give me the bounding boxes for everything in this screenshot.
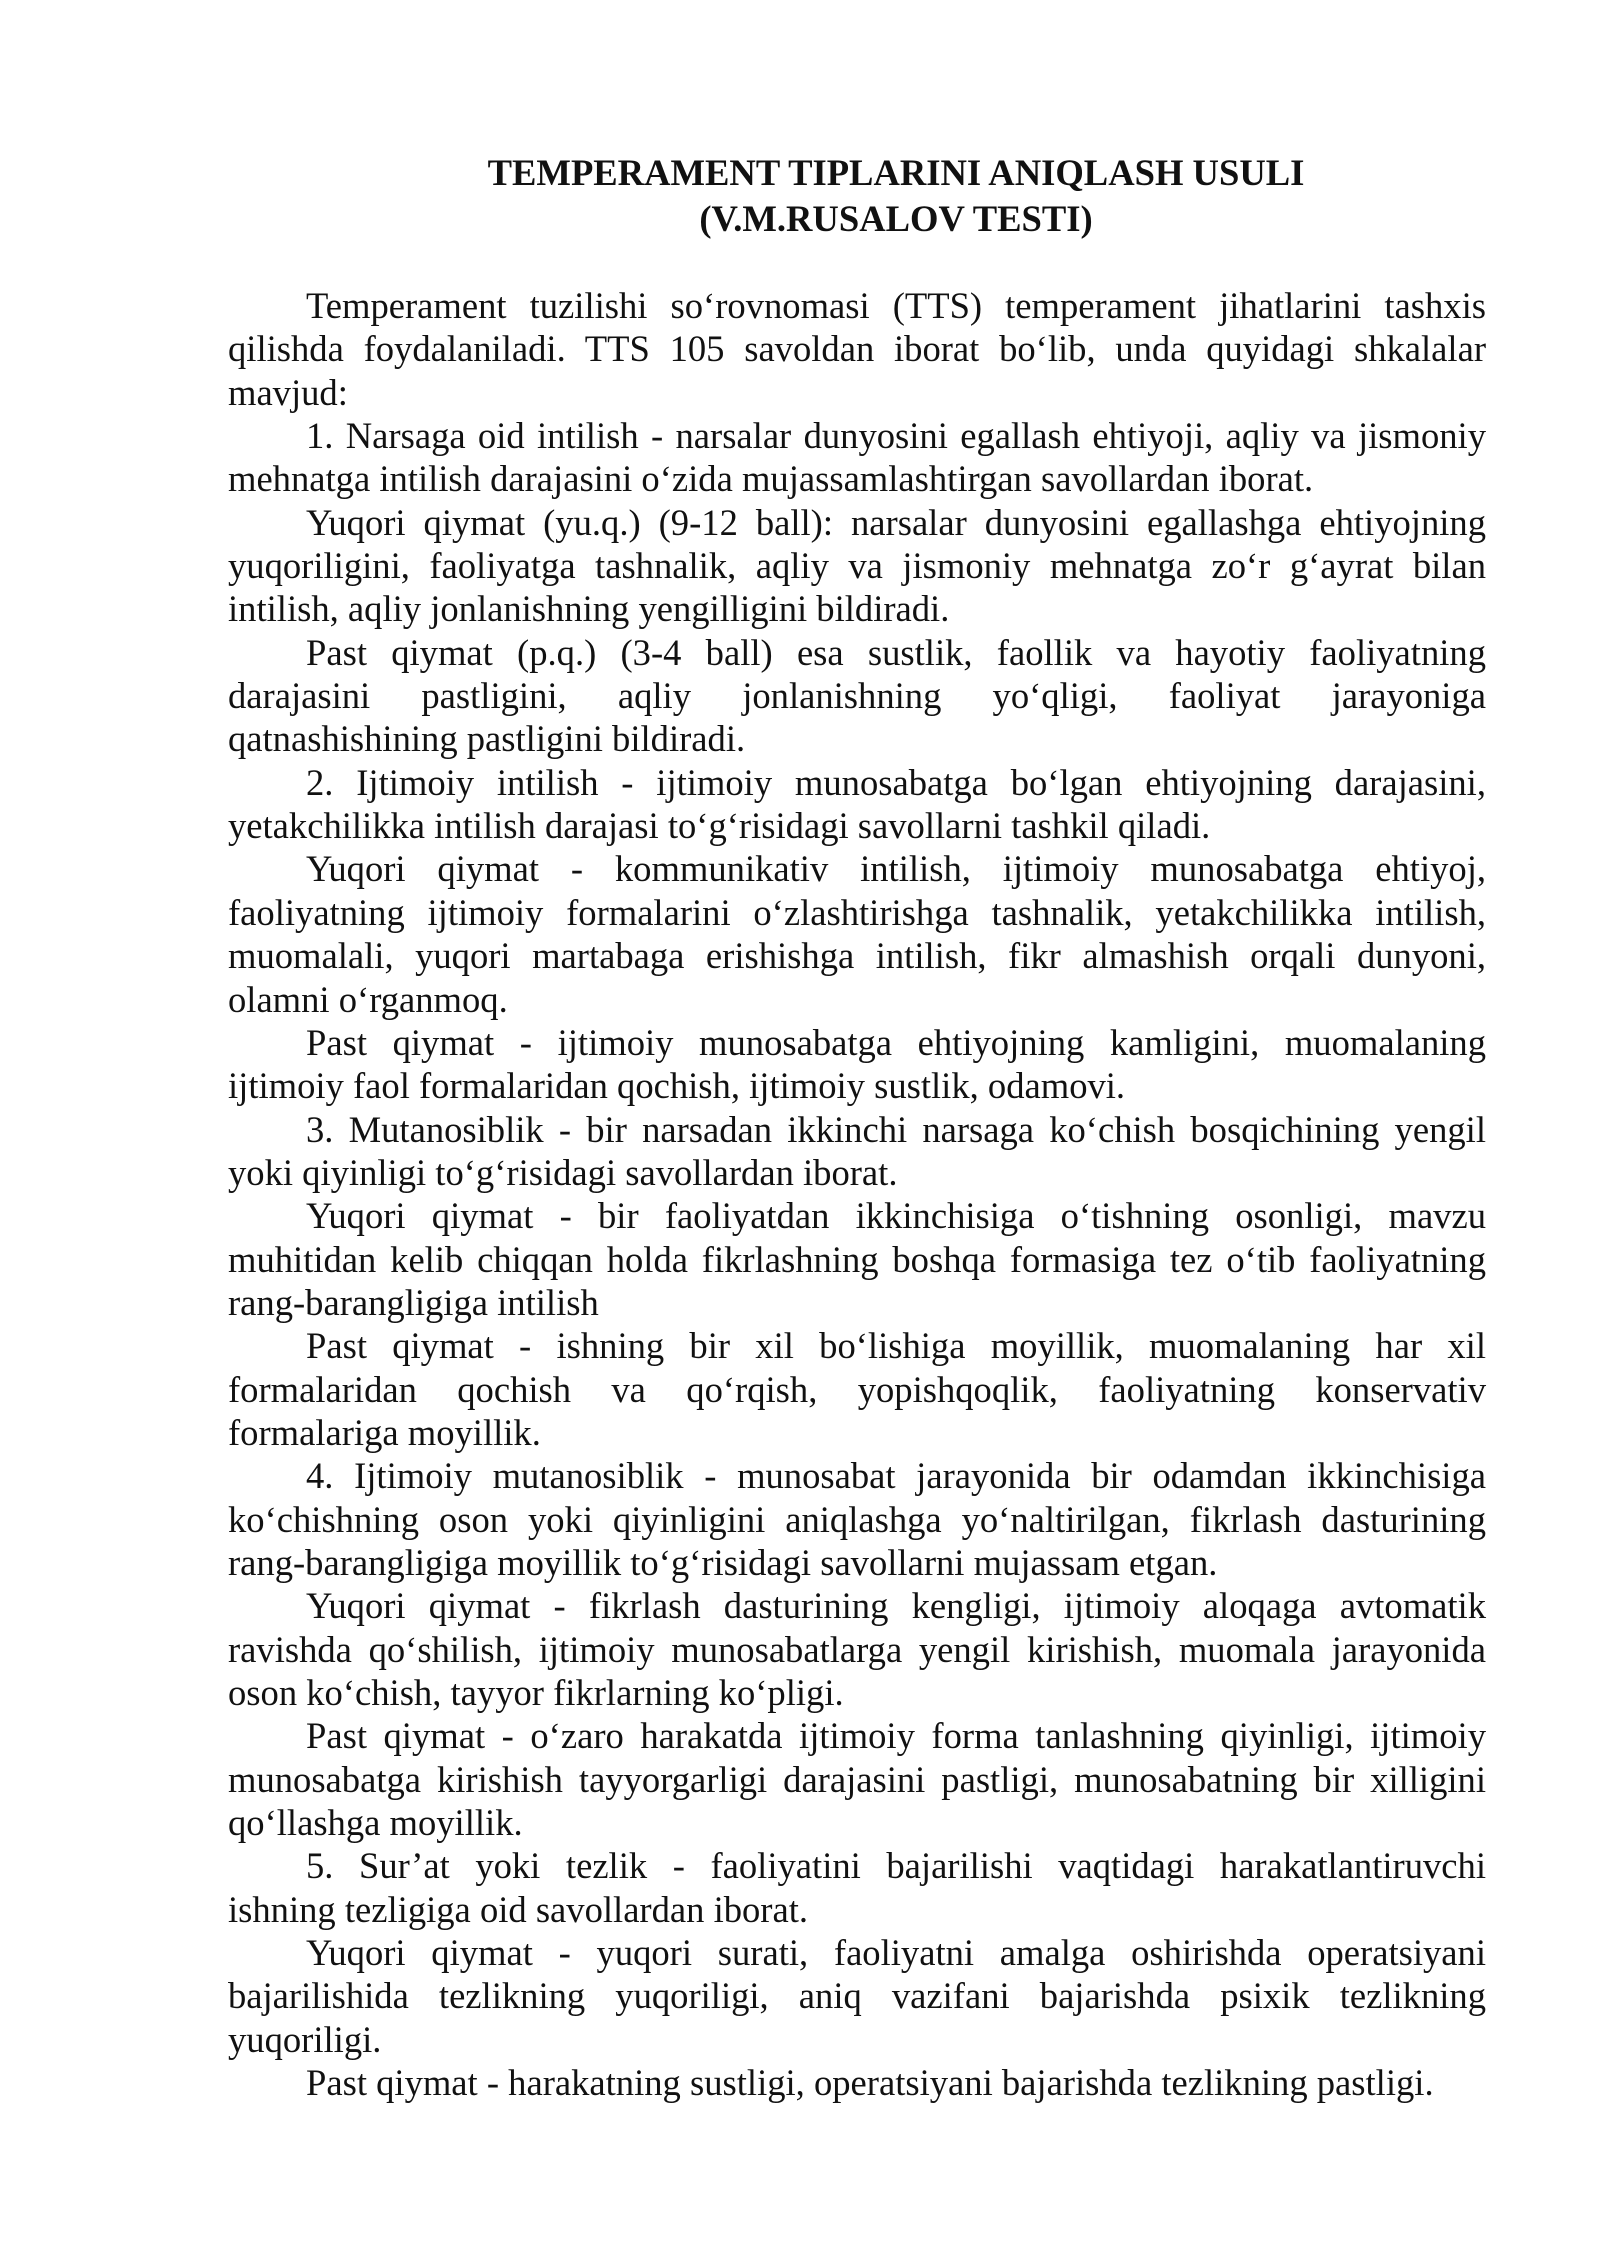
text-line: Past qiymat - ijtimoiy munosabatga ehtiyojning kamligini, muomalaning — [306, 1021, 1486, 1063]
text-line: qilishda foydalaniladi. TTS 105 savoldan iborat bo‘lib, unda quyidagi shkalalar — [228, 328, 1486, 370]
text-line: muomalali, yuqori martabaga erishishga intilish, fikr almashish orqali dunyoni, — [228, 935, 1486, 977]
text-line: rang-barangligiga intilish — [228, 1281, 599, 1323]
document-title — [228, 150, 1486, 242]
text-line: bajarilishida tezlikning yuqoriligi, aniq vazifani bajarishda psixik tezlikning — [228, 1975, 1486, 2017]
paragraph-scale-3 — [228, 1108, 1486, 1195]
paragraph-scale-5-low — [228, 2061, 1486, 2104]
paragraph-scale-2-low — [228, 1021, 1486, 1108]
text-line: Temperament tuzilishi so‘rovnomasi (TTS) temperament jihatlarini tashxis — [306, 285, 1486, 326]
text-line: Yuqori qiymat - yuqori surati, faoliyatni amalga oshirishda operatsiyani — [306, 1932, 1486, 1974]
text-line: 4. Ijtimoiy mutanosiblik - munosabat jarayonida bir odamdan ikkinchisiga — [306, 1455, 1486, 1497]
text-line: yetakchilikka intilish darajasi to‘g‘risidagi savollarni tashkil qiladi. — [228, 805, 1211, 847]
text-line: yuqoriligini, faoliyatga tashnalik, aqliy va jismoniy mehnatga zo‘r g‘ayrat bilan — [228, 545, 1486, 587]
paragraph-scale-2 — [228, 761, 1486, 848]
text-line: 3. Mutanosiblik - bir narsadan ikkinchi narsaga ko‘chish bosqichining yengil — [306, 1108, 1486, 1150]
text-line: 1. Narsaga oid intilish - narsalar dunyosini egallash ehtiyoji, aqliy va jismoniy — [306, 415, 1486, 457]
text-line: formalariga moyillik. — [228, 1411, 541, 1453]
text-line: Yuqori qiymat - fikrlash dasturining kengligi, ijtimoiy aloqaga avtomatik — [306, 1585, 1486, 1627]
paragraph-scale-3-low — [228, 1324, 1486, 1454]
text-line: Yuqori qiymat - bir faoliyatdan ikkinchisiga o‘tishning osonligi, mavzu — [306, 1195, 1486, 1237]
text-line: darajasini pastligini, aqliy jonlanishning yo‘qligi, faoliyat jarayoniga — [228, 675, 1486, 717]
text-line: rang-barangligiga moyillik to‘g‘risidagi savollarni mujassam etgan. — [228, 1541, 1218, 1583]
text-line: qatnashishining pastligini bildiradi. — [228, 718, 746, 760]
paragraph-scale-1-high — [228, 501, 1486, 631]
text-line: munosabatga kirishish tayyorgarligi darajasini pastligi, munosabatning bir xilligini — [228, 1758, 1486, 1800]
paragraph-intro — [228, 284, 1486, 414]
text-line: Past qiymat (p.q.) (3-4 ball) esa sustlik, faollik va hayotiy faoliyatning — [306, 631, 1486, 673]
text-line: Past qiymat - ishning bir xil bo‘lishiga moyillik, muomalaning har xil — [306, 1325, 1486, 1367]
text-line: olamni o‘rganmoq. — [228, 978, 508, 1020]
text-line: 2. Ijtimoiy intilish - ijtimoiy munosabatga bo‘lgan ehtiyojning darajasini, — [306, 761, 1486, 803]
paragraph-scale-4 — [228, 1454, 1486, 1584]
paragraph-scale-4-high — [228, 1584, 1486, 1714]
text-line: mavjud: — [228, 371, 348, 413]
text-line: Yuqori qiymat - kommunikativ intilish, ijtimoiy munosabatga ehtiyoj, — [306, 848, 1486, 890]
text-line: mehnatga intilish darajasini o‘zida mujassamlashtirgan savollardan iborat. — [228, 458, 1314, 500]
paragraph-scale-1-low — [228, 631, 1486, 761]
text-line: Past qiymat - harakatning sustligi, operatsiyani bajarishda tezlikning pastligi. — [306, 2062, 1434, 2104]
text-line: formalaridan qochish va qo‘rqish, yopishqoqlik, faoliyatning konservativ — [228, 1368, 1486, 1410]
text-line: yuqoriligi. — [228, 2018, 382, 2060]
title-line-2: (V.M.RUSALOV TESTI) — [699, 198, 1093, 239]
text-line: Yuqori qiymat (yu.q.) (9-12 ball): narsalar dunyosini egallashga ehtiyojning — [306, 501, 1486, 543]
text-line: ijtimoiy faol formalaridan qochish, ijtimoiy sustlik, odamovi. — [228, 1065, 1126, 1107]
text-line: muhitidan kelib chiqqan holda fikrlashning boshqa formasiga tez o‘tib faoliyatning — [228, 1238, 1486, 1280]
text-line: 5. Sur’at yoki tezlik - faoliyatini bajarilishi vaqtidagi harakatlantiruvchi — [306, 1845, 1486, 1887]
paragraph-scale-1 — [228, 414, 1486, 501]
text-line: intilish, aqliy jonlanishning yengilligini bildiradi. — [228, 588, 950, 630]
text-line: ko‘chishning oson yoki qiyinligini aniqlashga yo‘naltirilgan, fikrlash dasturining — [228, 1498, 1486, 1540]
paragraph-scale-3-high — [228, 1194, 1486, 1324]
title-line-1: TEMPERAMENT TIPLARINI ANIQLASH USULI — [487, 152, 1305, 193]
paragraph-scale-2-high — [228, 847, 1486, 1020]
text-line: Past qiymat - o‘zaro harakatda ijtimoiy forma tanlashning qiyinligi, ijtimoiy — [306, 1715, 1486, 1757]
text-line: yoki qiyinligi to‘g‘risidagi savollardan iborat. — [228, 1151, 898, 1193]
text-line: faoliyatning ijtimoiy formalarini o‘zlashtirishga tashnalik, yetakchilikka intilish, — [228, 891, 1486, 933]
paragraph-scale-5 — [228, 1844, 1486, 1931]
text-line: oson ko‘chish, tayyor fikrlarning ko‘pligi. — [228, 1672, 844, 1713]
paragraph-scale-5-high — [228, 1931, 1486, 2061]
text-line: qo‘llashga moyillik. — [228, 1802, 523, 1844]
text-line: ishning tezligiga oid savollardan iborat. — [228, 1888, 809, 1930]
document-body — [228, 284, 1486, 2104]
paragraph-scale-4-low — [228, 1714, 1486, 1844]
text-line: ravishda qo‘shilish, ijtimoiy munosabatlarga yengil kirishish, muomala jarayonida — [228, 1628, 1486, 1670]
